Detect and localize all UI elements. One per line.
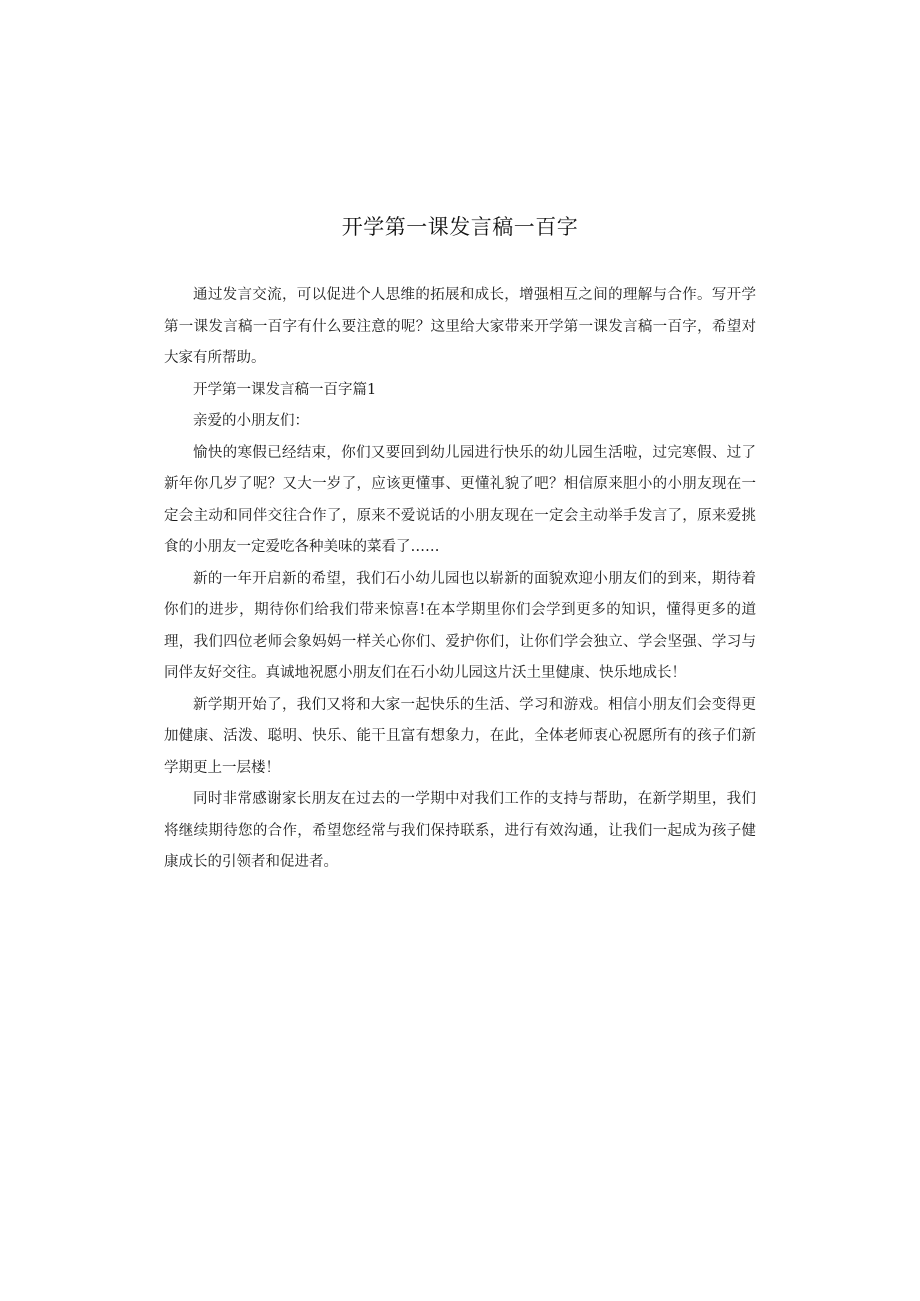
body-paragraph-3: 新学期开始了，我们又将和大家一起快乐的生活、学习和游戏。相信小朋友们会变得更加健康、活泼、聪明、快乐、能干且富有想象力，在此，全体老师衷心祝愿所有的孩子们新学期更上一层楼！ xyxy=(164,696,756,776)
document-title: 开学第一课发言稿一百字 xyxy=(341,215,579,239)
body-paragraph-4: 同时非常感谢家长朋友在过去的一学期中对我们工作的支持与帮助，在新学期里，我们将继续期待您的合作，希望您经常与我们保持联系，进行有效沟通，让我们一起成为孩子健康成长的引领者和促进者。 xyxy=(164,791,756,870)
section-heading: 开学第一课发言稿一百字篇1 xyxy=(193,381,377,398)
document-body xyxy=(164,280,756,879)
intro-paragraph: 通过发言交流，可以促进个人思维的拓展和成长，增强相互之间的理解与合作。写开学第一课发言稿一百字有什么要注意的呢？这里给大家带来开学第一课发言稿一百字，希望对大家有所帮助。 xyxy=(164,287,756,366)
greeting-line: 亲爱的小朋友们： xyxy=(193,413,309,429)
body-paragraph-1: 愉快的寒假已经结束，你们又要回到幼儿园进行快乐的幼儿园生活啦，过完寒假、过了新年你几岁了呢？又大一岁了，应该更懂事、更懂礼貌了吧？相信原来胆小的小朋友现在一定会主动和同伴交往合作了，原来不爱说话的小朋友现在一定会主动举手发言了，原来爱挑食的小朋友一定爱吃各种美味的菜看了…… xyxy=(164,444,756,555)
body-paragraph-2: 新的一年开启新的希望，我们石小幼儿园也以崭新的面貌欢迎小朋友们的到来，期待着你们的进步，期待你们给我们带来惊喜!在本学期里你们会学到更多的知识，懂得更多的道理，我们四位老师会象妈妈一样关心你们、爱护你们，让你们学会独立、学会坚强、学习与同伴友好交往。真诚地祝愿小朋友们在石小幼儿园这片沃土里健康、快乐地成长！ xyxy=(164,570,756,681)
